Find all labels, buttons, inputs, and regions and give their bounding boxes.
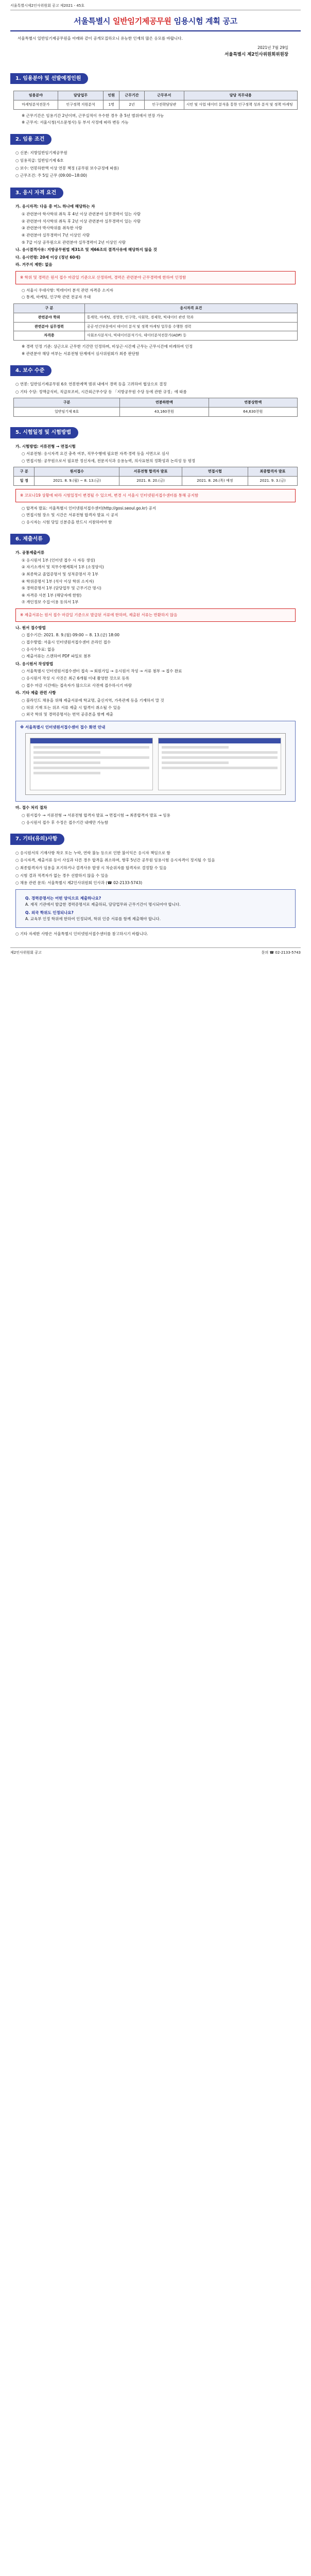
list-item: ○ 블라인드 채용을 위해 제출서류에 학교명, 출신지역, 가족관계 등을 기재하지 말 것 — [22, 698, 164, 703]
list-item: ③ 관련분야 박사학위를 취득한 사람 — [22, 226, 82, 231]
td: 마케팅분석전문가 — [14, 100, 58, 109]
list-item: 가. 시험방법: 서류전형 → 면접시험 — [15, 444, 76, 449]
td: 일반임기제 6호 — [14, 408, 120, 417]
title-highlight: 일반임기제공무원 — [113, 16, 171, 26]
section-5-title: 5. 시험일정 및 시험방법 — [10, 427, 78, 438]
closing-text: ○ 기타 자세한 사항은 서울특별시 인터넷원서접수센터를 참고하시기 바랍니다. — [15, 931, 148, 937]
section-7-title: 7. 기타(유의)사항 — [10, 834, 64, 845]
list-item: ○ 접수 마감 시간에는 접속자가 많으므로 사전에 접수하시기 바람 — [22, 683, 132, 688]
list-item: ○ 시험 결과 적격자가 없는 경우 선발하지 않을 수 있음 — [15, 873, 109, 878]
list-item: ○ 서류전형: 응시자격 요건 충족 여부, 직무수행에 필요한 자격·경력 등을 서면으로 심사 — [22, 451, 169, 456]
faq-question: Q. 경력증명서는 어떤 양식으로 제출하나요? — [25, 895, 101, 901]
th: 인원 — [103, 91, 119, 100]
table-row — [14, 322, 298, 331]
list-item: ⑤ 7급 이상 공무원으로 관련분야 실무경력이 2년 이상인 사람 — [22, 240, 126, 245]
td: 시민 및 사업 데이터 분석을 통한 인구정책 성과 분석 및 정책 마케팅 — [184, 100, 297, 109]
table-row — [14, 100, 298, 109]
th: 최종합격자 발표 — [248, 467, 298, 477]
footer-left: 제2인사위원회 공고 — [10, 951, 42, 955]
list-item: ○ 원서접수 → 서류전형 → 서류전형 합격자 발표 → 면접시험 → 최종합격자 발표 → 임용 — [22, 813, 170, 818]
warning-box: ※ 코로나19 상황에 따라 시험일정이 변경될 수 있으며, 변경 시 서울시 인터넷원서접수센터를 통해 공지함 — [15, 489, 296, 502]
note: ※ 근무기간은 임용기간 2년이며, 근무실적이 우수한 경우 총 5년 범위에서 연장 가능 — [22, 113, 164, 118]
th: 연봉하한액 — [120, 398, 209, 408]
list-item: 다. 응시연령: 20세 이상 (정년 60세) — [15, 255, 81, 260]
table-row — [14, 313, 298, 322]
list-item: ○ 외국 학위 및 경력증명서는 번역 공증본을 함께 제출 — [22, 712, 113, 717]
th: 구 분 — [14, 303, 85, 313]
td: 2021. 9. 3.(금) — [248, 477, 298, 486]
list-item: 나. 응시결격사유: 지방공무원법 제31조 및 제66조의 결격사유에 해당하지 않을 것 — [15, 247, 157, 252]
list-item: ○ 허위 기재 또는 위조 서류 제출 시 합격이 취소될 수 있음 — [22, 705, 121, 710]
section-1-title: 1. 임용분야 및 선발예정인원 — [10, 73, 88, 84]
list-item: ④ 학위증명서 1부 (석사 이상 학위 소지자) — [22, 579, 94, 584]
td: 2021. 8. 9.(월) ~ 8. 13.(금) — [34, 477, 119, 486]
list-item: ○ 응시자는 시험 당일 신분증을 반드시 지참하여야 함 — [22, 519, 112, 524]
list-item: ○ 응시수수료: 없음 — [22, 647, 55, 652]
td: 자격증 — [14, 331, 85, 341]
list-item: ④ 관련분야 실무경력이 7년 이상인 사람 — [22, 232, 90, 238]
list-item: ○ 최종합격자가 임용을 포기하거나 결격사유 발생 시 차순위자를 합격자로 결정할 수 있음 — [15, 866, 167, 871]
list-item: ○ 보수: 연봉하한액 이상 연봉 책정 (공무원 보수규정에 따름) — [15, 165, 119, 171]
list-item: ⑤ 경력증명서 1부 (담당업무 및 근무기간 명시) — [22, 586, 101, 591]
salary-table — [13, 398, 298, 417]
list-item: ○ 면접시험: 공무원으로서 필요한 정신자세, 전문지식과 응용능력, 의사표현의 정확성과 논리성 등 평정 — [22, 458, 196, 463]
list-item: ○ 기타 수당: 정액급식비, 직급보조비, 시간외근무수당 등 「지방공무원 수당 등에 관한 규정」에 따름 — [15, 389, 187, 394]
th: 구분 — [14, 398, 120, 408]
doc-number: 서울특별시제2인사위원회 공고 제2021 - 45호 — [10, 3, 301, 10]
section-3-title: 3. 응시 자격 요건 — [10, 188, 63, 199]
th: 응시자격 요건 — [84, 303, 297, 313]
list-item: ○ 통계, 마케팅, 인구학 관련 전공자 우대 — [22, 295, 91, 300]
th: 서류전형 합격자 발표 — [119, 467, 182, 477]
screenshot-pane-right — [158, 738, 281, 790]
th: 원서접수 — [34, 467, 119, 477]
list-item: ○ 합격자 발표: 서울특별시 인터넷원서접수센터(http://gosi.seoul.go.kr) 공지 — [22, 505, 157, 511]
faq-item — [25, 910, 286, 922]
list-item: ○ 면접시험 장소 및 시간은 서류전형 합격자 발표 시 공지 — [22, 513, 118, 518]
td: 2년 — [119, 100, 145, 109]
list-item: ② 자기소개서 및 직무수행계획서 1부 (소정양식) — [22, 565, 104, 570]
list-item: ○ 서울시 우대사항: 빅데이터 분석 관련 자격증 소지자 — [22, 287, 113, 293]
td: 1명 — [103, 100, 119, 109]
th: 근무기간 — [119, 91, 145, 100]
th: 연봉상한액 — [209, 398, 297, 408]
td: 2021. 8. 26.(목) 예정 — [182, 477, 248, 486]
list-item: 라. 거주지 제한: 없음 — [15, 262, 53, 267]
announce-date: 2021년 7월 29일 — [257, 45, 288, 50]
screenshot-pane-left — [30, 738, 153, 790]
title-suffix: 임용시험 계획 공고 — [171, 16, 237, 26]
list-item: 가. 공통제출서류 — [15, 550, 45, 555]
table-row — [14, 408, 298, 417]
page-title — [10, 15, 301, 27]
list-item: ○ 임용직급: 일반임기제 6호 — [15, 158, 64, 163]
faq-answer: A. 재직 기관에서 발급한 경력증명서로 제출하되, 담당업무와 근무기간이 명시되어야 합니다. — [25, 902, 181, 907]
list-item: ① 관련분야 학사학위 취득 후 4년 이상 관련분야 실무경력이 있는 사람 — [22, 212, 141, 217]
note: ※ 근무지: 서울시청(서소문청사) 등 부서 사정에 따라 변동 가능 — [22, 120, 129, 125]
note: ※ 관련분야 해당 여부는 서류전형 단계에서 심사위원회가 최종 판단함 — [22, 351, 140, 356]
faq-item — [25, 895, 286, 907]
footer-right: 문의 ☎ 02-2133-5743 — [261, 951, 301, 955]
td: 공공·민간부문에서 데이터 분석 및 정책 마케팅 업무를 수행한 경력 — [84, 322, 297, 331]
list-item: ○ 근무조건: 주 5일 근무 (09:00~18:00) — [15, 173, 88, 178]
list-item: ○ 접수기간: 2021. 8. 9.(월) 09:00 ~ 8. 13.(금) 18:00 — [22, 633, 120, 638]
list-item: ③ 최종학교 졸업증명서 및 성적증명서 각 1부 — [22, 571, 98, 577]
screenshot-caption: ※ 서울특별시 인터넷원서접수센터 접수 화면 안내 — [20, 724, 106, 730]
th: 임용분야 — [14, 91, 58, 100]
list-item: ○ 연봉: 일반임기제공무원 6호 연봉한계액 범위 내에서 경력 등을 고려하여 협상으로 결정 — [15, 382, 167, 387]
th: 구 분 — [14, 467, 34, 477]
list-item: ○ 응시원서 접수 후 수정은 접수기간 내에만 가능함 — [22, 820, 109, 825]
list-item: ○ 신분: 지방일반임기제공무원 — [15, 150, 67, 156]
td: 인구전략담당관 — [145, 100, 184, 109]
intro-text: 서울특별시 일반임기제공무원을 아래와 같이 공개모집하오니 유능한 인재의 많은 응모를 바랍니다. — [18, 36, 183, 41]
th: 근무부서 — [145, 91, 184, 100]
qualification-table — [13, 303, 298, 341]
schedule-table — [13, 467, 298, 486]
screenshot-illustration — [25, 733, 286, 795]
warning-box: ※ 제출서류는 원서 접수 마감일 기준으로 발급된 서류에 한하며, 제출된 서류는 반환하지 않음 — [15, 608, 296, 622]
issuing-org: 서울특별시 제2인사위원회위원장 — [224, 52, 288, 58]
td: 관련분야 실무경력 — [14, 322, 85, 331]
recruit-table — [13, 91, 298, 110]
table-row — [14, 331, 298, 341]
td: 64,630천원 — [209, 408, 297, 417]
faq-box — [15, 889, 296, 928]
list-item: 나. 원서 접수방법 — [15, 625, 46, 630]
list-item: ② 관련분야 석사학위 취득 후 2년 이상 관련분야 실무경력이 있는 사람 — [22, 218, 141, 224]
page-footer — [10, 947, 301, 956]
screenshot-box — [15, 721, 296, 802]
list-item: 가. 응시자격: 다음 중 어느 하나에 해당하는 자 — [15, 204, 95, 209]
section-4-title: 4. 보수 수준 — [10, 365, 51, 377]
table-row — [14, 477, 298, 486]
list-item: ○ 제출서류는 스캔하여 PDF 파일로 첨부 — [22, 654, 91, 659]
td: 통계학, 마케팅, 경영학, 인구학, 사회학, 경제학, 빅데이터 관련 학과 — [84, 313, 297, 322]
title-prefix: 서울특별시 — [74, 16, 113, 26]
list-item: ○ 응시원서 작성 시 사진은 최근 6개월 이내 촬영한 것으로 등록 — [22, 676, 130, 681]
warning-box: ※ 학위 및 경력은 원서 접수 마감일 기준으로 산정하며, 경력은 관련분야 근무경력에 한하여 인정함 — [15, 271, 296, 284]
list-item: ○ 접수방법: 서울시 인터넷원서접수센터 온라인 접수 — [22, 639, 111, 645]
list-item: ⑥ 자격증 사본 1부 (해당자에 한함) — [22, 592, 82, 598]
list-item: ○ 응시자격, 제출서류 등이 사실과 다른 경우 합격을 취소하며, 향후 5년간 공무원 임용시험 응시자격이 정지될 수 있음 — [15, 858, 215, 863]
list-item: ① 응시원서 1부 (인터넷 접수 시 자동 생성) — [22, 557, 95, 563]
th: 면접시험 — [182, 467, 248, 477]
th: 담당 직무내용 — [184, 91, 297, 100]
list-item: ○ 응시원서의 기재사항 착오 또는 누락, 연락 불능 등으로 인한 불이익은 응시자 책임으로 함 — [15, 850, 170, 855]
list-item: 다. 응시원서 작성방법 — [15, 661, 54, 666]
td: 사회조사분석사, 빅데이터분석기사, 데이터분석전문가(ADP) 등 — [84, 331, 297, 341]
td: 관련분야 학위 — [14, 313, 85, 322]
list-item: 마. 접수 처리 절차 — [15, 805, 47, 810]
note: ※ 경력 인정 기준: 상근으로 근무한 기간만 인정하며, 비상근·시간제 근무는 근무시간에 비례하여 인정 — [22, 344, 193, 349]
td: 2021. 8. 20.(금) — [119, 477, 182, 486]
title-divider — [10, 30, 301, 31]
th: 담당업무 — [58, 91, 103, 100]
td: 인구정책 지원분석 — [58, 100, 103, 109]
faq-question: Q. 외국 학위도 인정되나요? — [25, 910, 74, 916]
td: 일 정 — [14, 477, 34, 486]
section-6-title: 6. 제출서류 — [10, 534, 50, 545]
faq-answer: A. 교육부 인정 학위에 한하여 인정되며, 학위 인증 서류를 함께 제출해야 합니다. — [25, 916, 161, 921]
list-item: ○ 서울특별시 인터넷원서접수센터 접속 → 회원가입 → 응시원서 작성 → 서류 첨부 → 접수 완료 — [22, 669, 182, 674]
list-item: 라. 기타 제출 관련 사항 — [15, 690, 56, 696]
list-item: ○ 채용 관련 문의: 서울특별시 제2인사위원회 인사과 (☎ 02-2133-5743) — [15, 880, 143, 886]
list-item: ⑦ 개인정보 수집·이용 동의서 1부 — [22, 600, 79, 605]
section-2-title: 2. 임용 조건 — [10, 134, 51, 145]
td: 43,160천원 — [120, 408, 209, 417]
